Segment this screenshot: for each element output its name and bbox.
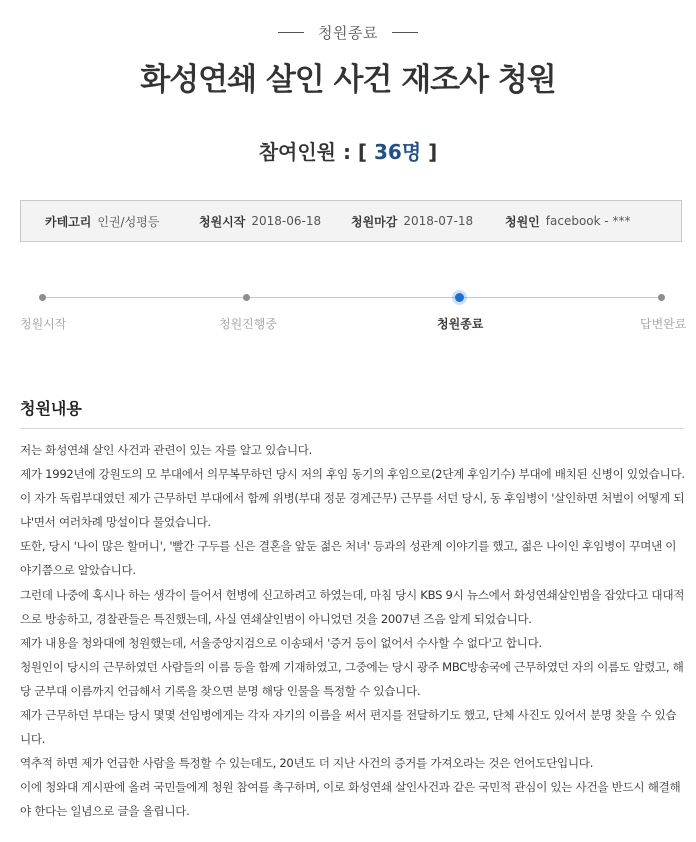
category-value: 인권/성평등 [97,214,160,229]
content-paragraph: 제가 근무하던 부대는 당시 몇몇 선임병에게는 각자 자기의 이름을 써서 편지를 전달하기도 했고, 단체 사진도 있어서 분명 찾을 수 있습니다. [20,708,677,747]
step-dot-answered [658,294,665,301]
divider-left [278,32,304,33]
step-dot-in-progress [243,294,250,301]
category-label: 카테고리 [45,214,92,229]
step-label-start: 청원시작 [20,317,67,331]
step-label-in-progress: 청원진행중 [219,317,277,331]
info-start-date [199,213,321,230]
content-paragraph: 저는 화성연쇄 살인 사건과 관련이 있는 자를 알고 있습니다. [20,443,313,457]
start-label: 청원시작 [199,214,246,229]
participants-label: 참여인원 : [ [258,140,375,164]
content-paragraph: 이에 청와대 게시판에 올려 국민들에게 청원 참여를 촉구하며, 이로 화성연쇄 살인사건과 같은 국민적 관심이 있는 사건을 반드시 해결해야 한다는 일념으로 글을 올립니다. [20,780,681,819]
content-heading: 청원내용 [20,399,82,418]
author-value: facebook - *** [545,214,631,228]
step-dot-start [39,294,46,301]
content-paragraph: 역추적 하면 제가 언급한 사람을 특정할 수 있는데도, 20년도 더 지난 사건의 증거를 가져오라는 것은 언어도단입니다. [20,756,594,771]
content-paragraph: 그런데 나중에 혹시나 하는 생각이 들어서 헌병에 신고하려고 하였는데, 마침 당시 KBS 9시 뉴스에서 화성연쇄살인범을 잡았다고 대대적으로 방송하고, 경찰관들은 특진했는데, 사실 연쇄살인범이 아니었던 것을 2007년 즈음 알게 되었습니다. [20,587,685,626]
info-end-date [351,213,473,230]
participants-close: ] [421,140,438,164]
petition-content [20,438,686,824]
start-value: 2018-06-18 [251,214,322,228]
content-paragraph: 제가 내용을 청와대에 청원했는데, 서울중앙지검으로 이송돼서 '증거 등이 없어서 수사할 수 없다'고 합니다. [20,635,542,650]
info-author [505,213,631,230]
content-paragraph: 이 자가 독립부대였던 제가 근무하던 부대에서 함께 위병(부대 정문 경계근무) 근무를 서던 당시, 동 후임병이 '살인하면 처벌이 어떻게 되냐'면서 여러차례 망설이다 물었습니다. [20,491,685,530]
step-label-closed: 청원종료 [437,317,484,331]
end-label: 청원마감 [351,214,398,229]
content-paragraph: 또한, 당시 '나이 많은 할머니', '빨간 구두를 신은 결혼을 앞둔 젊은 처녀' 등과의 성관계 이야기를 했고, 젊은 나이인 후임병이 꾸며낸 이야기쯤으로 알았습니다. [20,539,677,578]
divider-right [392,32,418,33]
author-label: 청원인 [505,214,540,229]
end-value: 2018-07-18 [403,214,474,228]
content-divider [20,428,684,429]
participants-number: 36명 [374,140,422,164]
petition-status: 청원종료 [318,23,378,42]
progress-line [42,297,662,298]
step-label-answered: 답변완료 [640,317,687,331]
progress-tracker [0,288,696,338]
info-category [45,213,159,230]
page-title: 화성연쇄 살인 사건 재조사 청원 [140,62,556,98]
step-dot-closed [455,293,464,302]
petition-info-box [20,200,682,242]
petition-status-header [0,20,696,44]
participants-count [0,137,696,167]
content-paragraph: 제가 1992년에 강원도의 모 부대에서 의무복무하던 당시 저의 후임 동기의 후임으로(2단계 후임기수) 부대에 배치된 신병이 있었습니다. [20,467,685,482]
content-paragraph: 청원인이 당시의 근무하였던 사람들의 이름 등을 함께 기재하였고, 그중에는 당시 광주 MBC방송국에 근무하였던 자의 이름도 알렸고, 해당 군부대 이름까지 언급해서 기록을 찾으면 분명 해당 인물을 특정할 수 있습니다. [20,659,684,698]
